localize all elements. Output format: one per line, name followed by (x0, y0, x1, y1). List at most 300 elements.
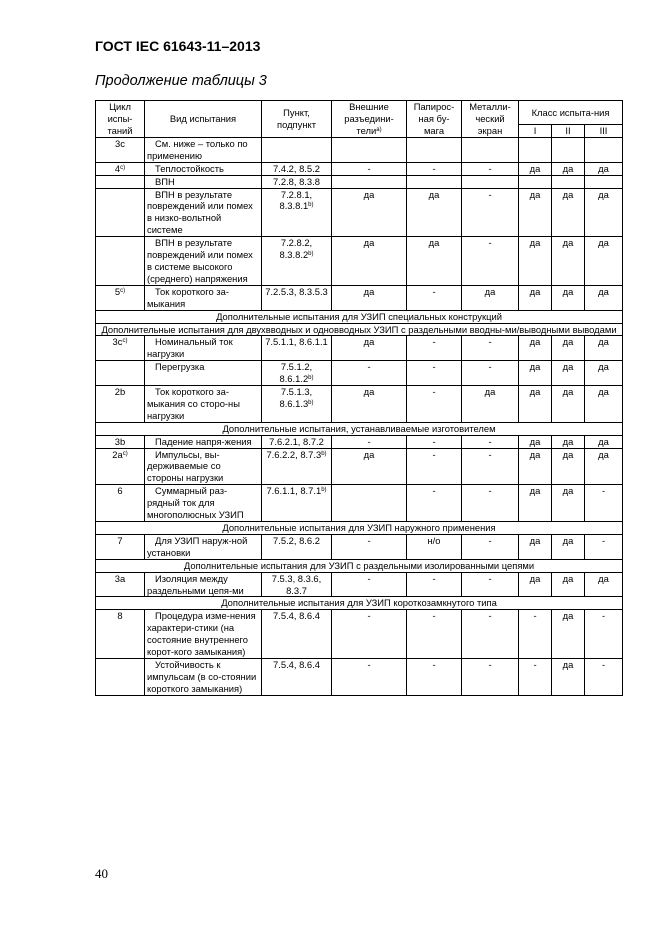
class-2-cell-text: да (562, 336, 574, 348)
class-1-cell-text: да (529, 285, 541, 297)
clause-cell (262, 336, 332, 361)
class-2-cell (552, 285, 585, 310)
test-name-cell-text: Теплостойкость (155, 162, 224, 174)
table-row (96, 188, 623, 237)
test-name-cell-text: Падение напря-жения (155, 435, 252, 447)
footnote-mark: c) (122, 450, 128, 457)
metal-screen-cell (462, 237, 519, 286)
tissue-paper-cell (407, 386, 462, 423)
clause-cell-text: 7.6.2.1, 8.7.2 (269, 435, 324, 447)
header-external-disconnectors (332, 101, 407, 138)
header-clause: Пункт, подпункт (262, 101, 332, 138)
cycle-cell (96, 188, 145, 237)
external-disconnectors-cell (332, 386, 407, 423)
external-disconnectors-cell-text: - (367, 162, 371, 174)
tissue-paper-cell-text: - (432, 386, 436, 398)
class-2-cell (552, 610, 585, 659)
test-name-cell-text: Для УЗИП наруж-ной установки (147, 534, 248, 558)
external-disconnectors-cell-text: да (363, 188, 375, 200)
external-disconnectors-cell-text: да (363, 336, 375, 348)
cycle-cell-text: 3a (114, 572, 126, 584)
footnote-mark: c) (120, 164, 126, 171)
cycle-cell (96, 137, 145, 162)
tissue-paper-cell (407, 162, 462, 175)
clause-cell (262, 610, 332, 659)
external-disconnectors-cell (332, 534, 407, 559)
external-disconnectors-cell (332, 435, 407, 448)
section-row (96, 522, 623, 535)
cycle-cell (96, 448, 145, 485)
test-name-cell (145, 386, 262, 423)
class-2-cell-text: да (562, 188, 574, 200)
class-3-cell (585, 188, 623, 237)
metal-screen-cell (462, 610, 519, 659)
clause-cell (262, 137, 332, 162)
class-3-cell (585, 137, 623, 162)
section-row (96, 559, 623, 572)
external-disconnectors-cell (332, 237, 407, 286)
class-2-cell-text: да (562, 448, 574, 460)
class-3-cell-text: да (598, 572, 609, 584)
tissue-paper-cell-text: да (428, 188, 440, 200)
table-row (96, 361, 623, 386)
table-row (96, 572, 623, 597)
clause-cell (262, 435, 332, 448)
header-class-3: III (585, 125, 623, 138)
header-test-type: Вид испытания (145, 101, 262, 138)
section-heading: Дополнительные испытания для УЗИП специальных конструкций (96, 310, 623, 323)
external-disconnectors-cell (332, 336, 407, 361)
class-1-cell-text: да (529, 361, 541, 373)
section-heading: Дополнительные испытания для УЗИП короткозамкнутого типа (96, 597, 623, 610)
header-tissue-paper: Папирос-ная бу-мага (407, 101, 462, 138)
section-row (96, 422, 623, 435)
test-name-cell (145, 285, 262, 310)
test-table (95, 100, 623, 696)
metal-screen-cell-text: - (488, 572, 492, 584)
class-2-cell (552, 485, 585, 522)
cycle-cell (96, 386, 145, 423)
class-3-cell (585, 285, 623, 310)
footnote-mark: b) (308, 399, 314, 406)
tissue-paper-cell-text: н/о (427, 534, 441, 546)
external-disconnectors-cell-text: - (367, 572, 371, 584)
metal-screen-cell (462, 435, 519, 448)
metal-screen-cell-text: - (488, 336, 492, 348)
header-cycle: Цикл испы-таний (96, 101, 145, 138)
test-name-cell-text: ВПН в результате повреждений или помех в низко-вольтной системе (147, 188, 253, 236)
tissue-paper-cell (407, 137, 462, 162)
class-1-cell (519, 175, 552, 188)
class-3-cell-text: да (598, 162, 609, 174)
test-name-cell (145, 188, 262, 237)
clause-cell (262, 658, 332, 695)
tissue-paper-cell (407, 658, 462, 695)
class-3-cell-text: - (601, 485, 606, 497)
table-row (96, 137, 623, 162)
class-3-cell-text: да (598, 285, 609, 297)
metal-screen-cell (462, 175, 519, 188)
class-2-cell (552, 237, 585, 286)
footnote-mark: b) (321, 487, 327, 494)
class-3-cell (585, 572, 623, 597)
class-2-cell-text: да (562, 610, 574, 622)
metal-screen-cell (462, 572, 519, 597)
tissue-paper-cell-text: - (432, 658, 436, 670)
tissue-paper-cell-text: - (432, 162, 436, 174)
cycle-cell (96, 361, 145, 386)
clause-cell-text: 7.4.2, 8.5.2 (273, 162, 320, 174)
footnote-mark: b) (308, 375, 314, 382)
test-name-cell (145, 361, 262, 386)
table-row (96, 162, 623, 175)
class-2-cell (552, 386, 585, 423)
class-1-cell-text: да (529, 237, 541, 249)
class-3-cell-text: - (601, 610, 606, 622)
class-2-cell (552, 658, 585, 695)
class-1-cell (519, 162, 552, 175)
test-name-cell (145, 485, 262, 522)
tissue-paper-cell-text: да (428, 237, 440, 249)
footnote-mark: c) (120, 287, 126, 294)
clause-cell-text: 7.5.2, 8.6.2 (273, 534, 320, 546)
tissue-paper-cell-text: - (432, 435, 436, 447)
clause-cell (262, 162, 332, 175)
class-1-cell-text: да (529, 188, 541, 200)
section-heading: Дополнительные испытания, устанавливаемые изготовителем (96, 422, 623, 435)
test-name-cell (145, 610, 262, 659)
class-1-cell-text: да (529, 572, 541, 584)
metal-screen-cell (462, 361, 519, 386)
tissue-paper-cell-text: - (432, 485, 436, 497)
footnote-mark: b) (321, 450, 327, 457)
metal-screen-cell-text: - (488, 237, 492, 249)
test-name-cell (145, 658, 262, 695)
section-row (96, 323, 623, 336)
external-disconnectors-cell (332, 175, 407, 188)
class-2-cell (552, 448, 585, 485)
section-heading: Дополнительные испытания для УЗИП наружного применения (96, 522, 623, 535)
clause-cell-text: 7.6.1.1, 8.7.1 (266, 485, 322, 497)
clause-cell-text: 7.2.8, 8.3.8 (273, 175, 320, 187)
tissue-paper-cell (407, 285, 462, 310)
external-disconnectors-cell (332, 572, 407, 597)
cycle-cell-text: 8 (117, 610, 123, 622)
test-name-cell-text: Номинальный ток нагрузки (147, 336, 233, 360)
section-heading: Дополнительные испытания для двухвводных и одновводных УЗИП с раздельными вводны-ми/выводными выводами (96, 323, 623, 336)
class-1-cell (519, 237, 552, 286)
class-1-cell (519, 572, 552, 597)
clause-cell (262, 237, 332, 286)
class-2-cell (552, 534, 585, 559)
footnote-mark: b) (308, 202, 314, 209)
cycle-cell-text: 2a (112, 448, 123, 460)
header-external-disconnectors-label: Внешние разъедини-тели (344, 101, 394, 136)
class-3-cell-text: - (601, 658, 606, 670)
table-row (96, 448, 623, 485)
class-2-cell-text: да (562, 361, 574, 373)
class-1-cell (519, 435, 552, 448)
table-row (96, 285, 623, 310)
class-3-cell-text: да (598, 386, 609, 398)
cycle-cell (96, 610, 145, 659)
cycle-cell (96, 336, 145, 361)
class-1-cell-text: - (533, 610, 537, 622)
clause-cell-text: 7.5.3, 8.3.6, 8.3.7 (271, 572, 322, 596)
tissue-paper-cell-text: - (432, 285, 436, 297)
test-name-cell-text: Суммарный раз-рядный ток для многополюсных УЗИП (147, 485, 244, 521)
test-name-cell-text: Ток короткого за-мыкания (147, 285, 229, 309)
test-name-cell (145, 435, 262, 448)
cycle-cell (96, 534, 145, 559)
clause-cell-text: 7.2.8.1, 8.3.8.1 (279, 188, 313, 212)
class-1-cell (519, 534, 552, 559)
cycle-cell (96, 572, 145, 597)
metal-screen-cell (462, 188, 519, 237)
test-name-cell (145, 175, 262, 188)
tissue-paper-cell (407, 336, 462, 361)
metal-screen-cell (462, 137, 519, 162)
metal-screen-cell-text: - (488, 658, 492, 670)
cycle-cell-text: 2b (114, 386, 126, 398)
cycle-cell (96, 162, 145, 175)
cycle-cell-text: 3c (115, 137, 125, 149)
test-name-cell (145, 336, 262, 361)
class-2-cell-text: да (562, 485, 574, 497)
clause-cell-text: 7.5.1.3, 8.6.1.3 (279, 386, 313, 409)
tissue-paper-cell (407, 534, 462, 559)
metal-screen-cell (462, 336, 519, 361)
clause-cell-text: 7.5.4, 8.6.4 (273, 610, 320, 622)
metal-screen-cell-text: - (488, 188, 492, 200)
class-2-cell-text: да (562, 285, 574, 297)
class-1-cell-text: да (529, 485, 541, 497)
header-class-1: I (519, 125, 552, 138)
header-class-2: II (552, 125, 585, 138)
cycle-cell-text: 3b (114, 435, 126, 447)
class-3-cell (585, 610, 623, 659)
class-3-cell (585, 658, 623, 695)
metal-screen-cell-text: - (488, 610, 492, 622)
metal-screen-cell-text: - (488, 162, 492, 174)
clause-cell-text: 7.5.1.2, 8.6.1.2 (279, 361, 313, 385)
class-2-cell (552, 572, 585, 597)
class-2-cell (552, 162, 585, 175)
class-2-cell-text: да (562, 162, 574, 174)
table-caption: Продолжение таблицы 3 (95, 73, 267, 89)
external-disconnectors-cell-text: да (363, 285, 375, 297)
class-1-cell (519, 610, 552, 659)
test-name-cell (145, 162, 262, 175)
test-name-cell (145, 137, 262, 162)
test-name-cell-text: ВПН в результате повреждений или помех в системе высокого (среднего) напряжения (147, 237, 253, 284)
document-title: ГОСТ IEC 61643-11–2013 (95, 38, 261, 54)
external-disconnectors-cell-text: да (363, 448, 375, 460)
cycle-cell (96, 237, 145, 286)
table-row (96, 435, 623, 448)
class-3-cell (585, 162, 623, 175)
clause-cell (262, 485, 332, 522)
test-name-cell-text: Изоляция между раздельными цепя-ми (147, 572, 244, 596)
section-row (96, 597, 623, 610)
class-2-cell-text: да (562, 435, 574, 447)
test-name-cell (145, 448, 262, 485)
tissue-paper-cell (407, 435, 462, 448)
class-3-cell-text: да (598, 361, 609, 373)
cycle-cell-text: 7 (117, 534, 123, 546)
test-name-cell-text: См. ниже – только по применению (147, 137, 248, 161)
external-disconnectors-cell-text: да (363, 237, 375, 249)
metal-screen-cell (462, 162, 519, 175)
class-2-cell (552, 175, 585, 188)
class-1-cell-text: да (529, 448, 541, 460)
metal-screen-cell (462, 534, 519, 559)
class-1-cell-text: да (529, 162, 541, 174)
class-2-cell (552, 435, 585, 448)
class-3-cell (585, 485, 623, 522)
footnote-mark: c) (122, 338, 128, 345)
class-3-cell-text: да (598, 448, 609, 460)
class-3-cell-text: да (598, 435, 609, 447)
tissue-paper-cell (407, 175, 462, 188)
external-disconnectors-cell (332, 188, 407, 237)
tissue-paper-cell (407, 448, 462, 485)
external-disconnectors-cell (332, 137, 407, 162)
cycle-cell (96, 285, 145, 310)
class-1-cell (519, 285, 552, 310)
table-row (96, 336, 623, 361)
class-1-cell (519, 336, 552, 361)
table-row (96, 237, 623, 286)
class-2-cell-text: да (562, 658, 574, 670)
test-name-cell-text: ВПН (155, 175, 175, 187)
cycle-cell-text: 3c (112, 336, 123, 348)
cycle-cell-text: 6 (117, 485, 123, 497)
table-row (96, 386, 623, 423)
clause-cell (262, 448, 332, 485)
clause-cell-text: 7.2.8.2, 8.3.8.2 (279, 237, 313, 261)
external-disconnectors-cell (332, 361, 407, 386)
external-disconnectors-cell (332, 658, 407, 695)
class-3-cell (585, 361, 623, 386)
cycle-cell-text: 4 (114, 162, 121, 174)
external-disconnectors-cell-text: - (367, 534, 371, 546)
class-2-cell-text: да (562, 237, 574, 249)
external-disconnectors-cell-text: - (367, 361, 371, 373)
clause-cell-text: 7.6.2.2, 8.7.3 (266, 448, 322, 460)
metal-screen-cell (462, 448, 519, 485)
class-3-cell-text: да (598, 188, 609, 200)
metal-screen-cell (462, 285, 519, 310)
cycle-cell (96, 658, 145, 695)
clause-cell (262, 361, 332, 386)
tissue-paper-cell (407, 572, 462, 597)
class-1-cell-text: да (529, 534, 541, 546)
class-2-cell-text: да (562, 534, 574, 546)
class-2-cell (552, 188, 585, 237)
test-name-cell (145, 572, 262, 597)
table-row (96, 485, 623, 522)
cycle-cell-text: 5 (114, 285, 121, 297)
header-row (96, 101, 623, 125)
class-1-cell (519, 137, 552, 162)
clause-cell-text: 7.5.1.1, 8.6.1.1 (265, 336, 328, 348)
table-body (96, 137, 623, 695)
page-number: 40 (95, 866, 108, 881)
clause-cell (262, 175, 332, 188)
metal-screen-cell-text: - (488, 448, 492, 460)
metal-screen-cell-text: - (488, 534, 492, 546)
external-disconnectors-cell-text: - (367, 658, 371, 670)
metal-screen-cell-text: - (488, 361, 492, 373)
table-row (96, 534, 623, 559)
class-3-cell (585, 435, 623, 448)
footnote-mark: b) (308, 251, 314, 258)
class-1-cell-text: - (533, 658, 537, 670)
clause-cell (262, 386, 332, 423)
class-3-cell-text: да (598, 237, 609, 249)
footnote-mark: a) (376, 126, 382, 133)
test-name-cell (145, 534, 262, 559)
table-row (96, 175, 623, 188)
section-row (96, 310, 623, 323)
metal-screen-cell-text: да (484, 386, 496, 398)
metal-screen-cell (462, 485, 519, 522)
class-3-cell (585, 336, 623, 361)
class-2-cell (552, 336, 585, 361)
metal-screen-cell (462, 386, 519, 423)
class-2-cell (552, 137, 585, 162)
class-2-cell-text: да (562, 386, 574, 398)
external-disconnectors-cell (332, 610, 407, 659)
class-2-cell-text: да (562, 572, 574, 584)
metal-screen-cell-text: да (484, 285, 496, 297)
class-1-cell (519, 188, 552, 237)
test-name-cell-text: Импульсы, вы-держиваемые со стороны нагрузки (147, 448, 224, 484)
class-1-cell (519, 448, 552, 485)
tissue-paper-cell (407, 610, 462, 659)
clause-cell (262, 534, 332, 559)
tissue-paper-cell (407, 188, 462, 237)
external-disconnectors-cell (332, 485, 407, 522)
clause-cell-text: 7.5.4, 8.6.4 (273, 658, 320, 670)
class-1-cell (519, 386, 552, 423)
class-2-cell (552, 361, 585, 386)
class-3-cell-text: - (601, 534, 606, 546)
clause-cell-text: 7.2.5.3, 8.3.5.3 (265, 285, 328, 297)
test-name-cell-text: Процедура изме-нения характери-стики (на состояние внутреннего корот-кого замыкания) (147, 610, 256, 658)
test-name-cell-text: Ток короткого за-мыкания со сторо-ны нагрузки (147, 386, 240, 421)
metal-screen-cell-text: - (488, 485, 492, 497)
test-name-cell-text: Устойчивость к импульсам (в со-стоянии короткого замыкания) (147, 658, 257, 694)
table-row (96, 610, 623, 659)
table-row (96, 658, 623, 695)
test-name-cell-text: Перегрузка (155, 361, 205, 373)
external-disconnectors-cell (332, 285, 407, 310)
class-1-cell-text: да (529, 435, 541, 447)
class-1-cell (519, 658, 552, 695)
metal-screen-cell (462, 658, 519, 695)
class-1-cell (519, 361, 552, 386)
test-name-cell (145, 237, 262, 286)
class-3-cell (585, 386, 623, 423)
class-1-cell-text: да (529, 336, 541, 348)
external-disconnectors-cell (332, 448, 407, 485)
tissue-paper-cell (407, 237, 462, 286)
cycle-cell (96, 485, 145, 522)
tissue-paper-cell-text: - (432, 361, 436, 373)
external-disconnectors-cell-text: да (363, 386, 375, 398)
